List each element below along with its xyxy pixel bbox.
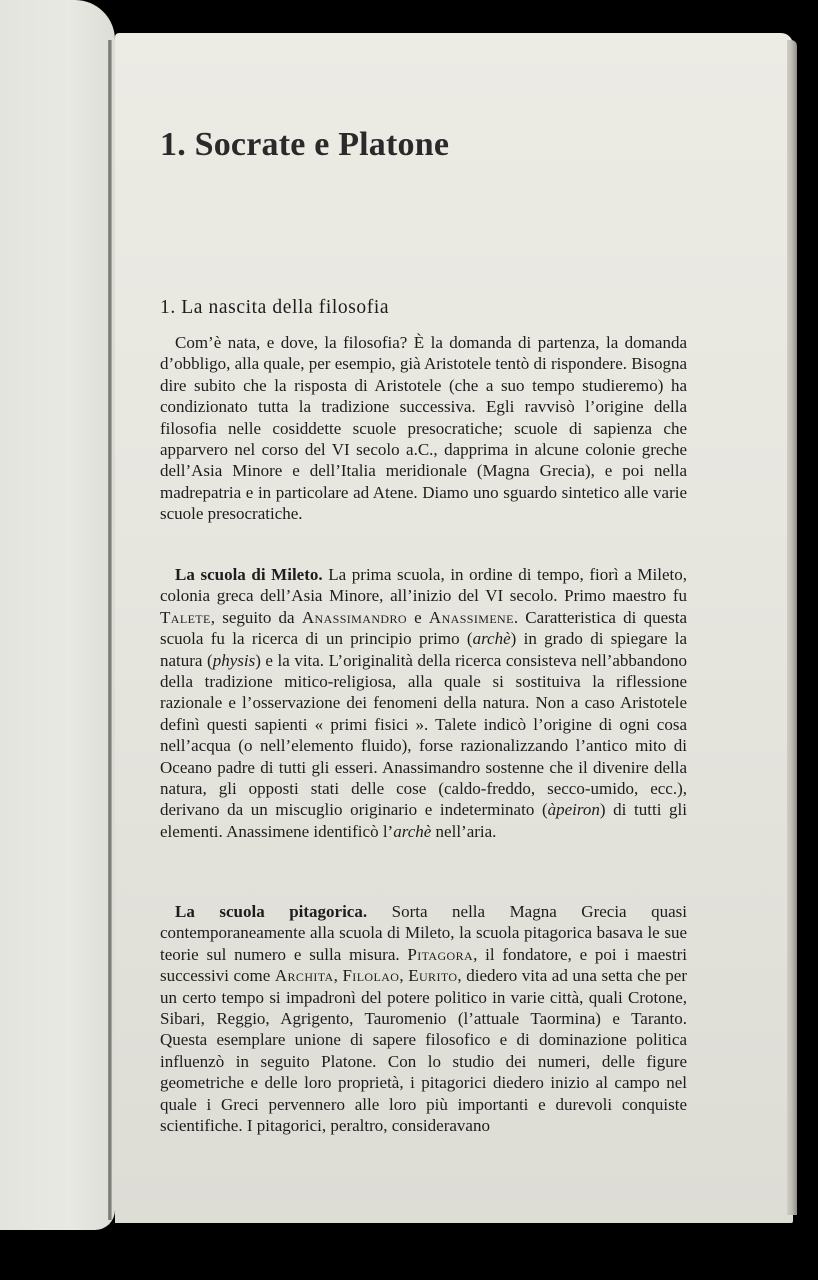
- person-name: Filolao: [342, 966, 400, 986]
- paragraph-scuola-mileto: [160, 564, 687, 842]
- paragraph-lead: La scuola di Mileto.: [175, 565, 323, 584]
- text-run: ) di tutti gli elementi. Anassimene identificò l’: [160, 800, 687, 841]
- left-page: [0, 0, 115, 1230]
- greek-term: àpeiron: [547, 800, 600, 820]
- paragraph-intro: Com’è nata, e dove, la filosofia? È la domanda di partenza, la domanda d’obbligo, alla quale, per esempio, già Aristotele tentò di rispondere. Bisogna dire subito che la risposta di Aristotele (che a suo tempo studieremo) ha condizionato tutta la tradizione successiva. Egli ravvisò l’origine della filosofia nelle cosiddette scuole presocratiche; scuole di sapienza che apparvero nel corso del VI secolo a.C., dapprima in alcune colonie greche dell’Asia Minore e dell’Italia meridionale (Magna Grecia), e poi nella madrepatria e in particolare ad Atene. Diamo uno sguardo sintetico alle varie scuole presocratiche.: [160, 333, 687, 524]
- greek-term: physis: [212, 650, 256, 670]
- paragraph-scuola-pitagorica: [160, 901, 687, 1136]
- text-run: ) e la vita. L’originalità della ricerca consisteva nell’abbandono della tradizione mitico-religiosa, alla quale si sostituiva la riflessione razionale e l’osservazione dei fenomeni della natura. Non a caso Aristotele definì questi sapienti « primi fisici ». Talete indicò l’origine di ogni cosa nell’acqua (o nell’elemento fluido), forse razionalizzando l’antico mito di Oceano padre di tutti gli esseri. Anassimandro sostenne che il divenire della natura, gli opposti stati delle cose (caldo-freddo, secco-umido, ecc.), derivano da un miscuglio originario e indeterminato (: [160, 650, 687, 820]
- greek-term: archè: [472, 629, 511, 649]
- gutter-shadow: [108, 40, 112, 1220]
- greek-term: archè: [393, 821, 432, 841]
- text-run: Sorta nella Magna Grecia quasi contemporaneamente alla scuola di Mileto, la scuola pitagorica basava le sue teorie sul numero e sulla misura.: [160, 902, 687, 964]
- section-heading: 1. La nascita della filosofia: [160, 297, 390, 318]
- chapter-title: 1. Socrate e Platone: [160, 126, 450, 163]
- text-run: , il fondatore, e poi i maestri successivi come: [160, 944, 687, 986]
- text-run: ,: [333, 966, 343, 986]
- person-name: Anassimandro: [301, 607, 407, 627]
- text-run: ,: [399, 966, 409, 986]
- paragraph-lead: La scuola pitagorica.: [175, 902, 368, 921]
- person-name: Eurito: [408, 966, 458, 986]
- text-run: La prima scuola, in ordine di tempo, fiorì a Mileto, colonia greca dell’Asia Minore, all’inizio del VI secolo. Primo maestro fu: [160, 565, 687, 606]
- person-name: Anassimene: [428, 607, 514, 627]
- text-run: ) in grado di spiegare la natura (: [160, 629, 687, 670]
- text-run: , diedero vita ad una setta che per un certo tempo si impadronì del potere politico in varie città, quali Crotone, Sibari, Reggio, Agrigento, Tauromenio (l’attuale Taormina) e Taranto. Questa esemplare unione di sapere filosofico e di dominazione politica influenzò in seguito Platone. Con lo studio dei numeri, delle figure geometriche e delle loro proprietà, i pitagorici diedero inizio al campo nel quale i Greci pervennero alle loro più importanti e durevoli conquiste scientifiche. I pitagorici, peraltro, consideravano: [160, 966, 688, 1136]
- text-run: , seguito da: [210, 607, 302, 627]
- person-name: Pitagora: [407, 944, 474, 964]
- text-run: nell’aria.: [431, 821, 497, 841]
- page-stack-edge: [787, 40, 797, 1215]
- text-run: e: [406, 607, 429, 627]
- person-name: Talete: [160, 607, 211, 627]
- text-run: . Caratteristica di questa scuola fu la ricerca di un principio primo (: [160, 607, 687, 649]
- person-name: Archita: [274, 966, 334, 986]
